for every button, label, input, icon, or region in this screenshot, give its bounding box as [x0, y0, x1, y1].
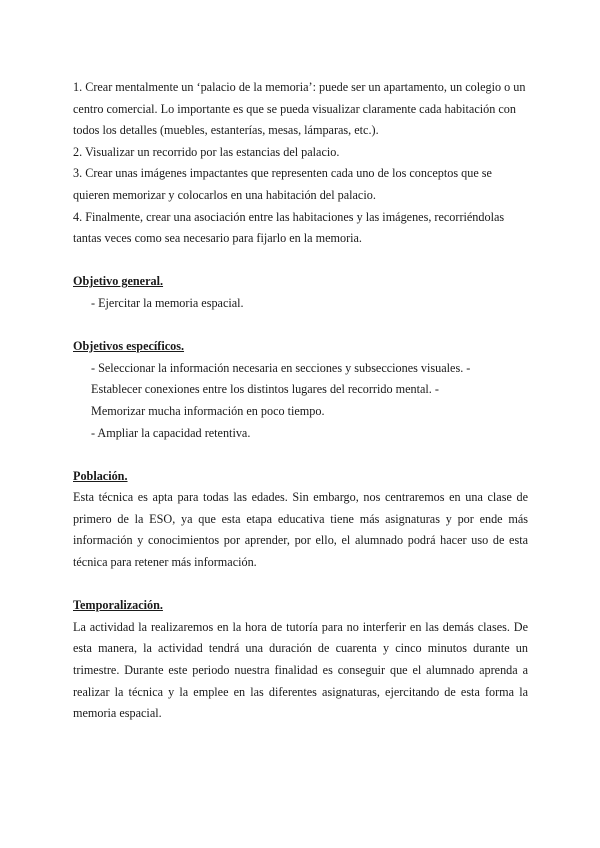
paragraph-line: información y conocimientos por aprender, por ello, el alumnado podrá hacer uso de esta	[73, 533, 528, 548]
population-heading: Población.	[73, 468, 128, 483]
step-1	[73, 77, 528, 142]
list-item: - Seleccionar la información necesaria en secciones y subsecciones visuales. -	[91, 360, 471, 375]
paragraph-line: primero de la ESO, ya que esta etapa educativa tiene más asignaturas y por ende más	[73, 511, 528, 526]
spacer	[73, 574, 528, 596]
paragraph-line: Esta técnica es apta para todas las edades. Sin embargo, nos centraremos en una clase de	[73, 490, 528, 505]
paragraph-line: realizar la técnica y la emplee en las diferentes asignaturas, ejercitando de esta forma la	[73, 684, 528, 699]
step-3-line: 3. Crear unas imágenes impactantes que representen cada uno de los conceptos que se	[73, 166, 492, 181]
paragraph-line: La actividad la realizaremos en la hora de tutoría para no interferir en las demás clases. De	[73, 619, 528, 634]
paragraph-line: memoria espacial.	[73, 706, 162, 721]
specific-objectives-heading: Objetivos específicos.	[73, 339, 185, 354]
timing-paragraph	[73, 617, 528, 725]
spacer	[73, 315, 528, 337]
spacer	[73, 444, 528, 466]
list-item: - Ampliar la capacidad retentiva.	[91, 425, 251, 440]
paragraph-line: esta manera, la actividad tendrá una duración de cuarenta y cinco minutos durante un	[73, 641, 528, 656]
list-item: Establecer conexiones entre los distintos lugares del recorrido mental. -	[91, 382, 439, 397]
step-4-line: 4. Finalmente, crear una asociación entre las habitaciones y las imágenes, recorriéndolas	[73, 209, 505, 224]
step-2	[73, 142, 528, 164]
step-4-line: tantas veces como sea necesario para fijarlo en la memoria.	[73, 231, 362, 246]
step-3	[73, 163, 528, 206]
spacer	[73, 250, 528, 272]
paragraph-line: técnica para retener más información.	[73, 555, 257, 570]
document-body	[73, 77, 528, 725]
population-paragraph	[73, 487, 528, 573]
list-item: - Ejercitar la memoria espacial.	[91, 295, 244, 310]
step-1-line: 1. Crear mentalmente un ‘palacio de la memoria’: puede ser un apartamento, un colegio o un	[73, 80, 526, 94]
step-1-line: todos los detalles (muebles, estanterías, mesas, lámparas, etc.).	[73, 123, 379, 138]
paragraph-line: trimestre. Durante este periodo nuestra finalidad es conseguir que el alumnado aprenda a	[73, 663, 528, 678]
list-item: Memorizar mucha información en poco tiempo.	[91, 403, 325, 418]
timing-heading: Temporalización.	[73, 598, 163, 613]
step-2-line: 2. Visualizar un recorrido por las estancias del palacio.	[73, 144, 340, 159]
step-1-line: centro comercial. Lo importante es que se pueda visualizar claramente cada habitación con	[73, 101, 516, 116]
specific-objectives-list	[73, 358, 528, 444]
general-objective-list	[73, 293, 528, 315]
step-3-line: quieren memorizar y colocarlos en una habitación del palacio.	[73, 187, 376, 202]
general-objective-heading: Objetivo general.	[73, 274, 164, 289]
step-4	[73, 207, 528, 250]
